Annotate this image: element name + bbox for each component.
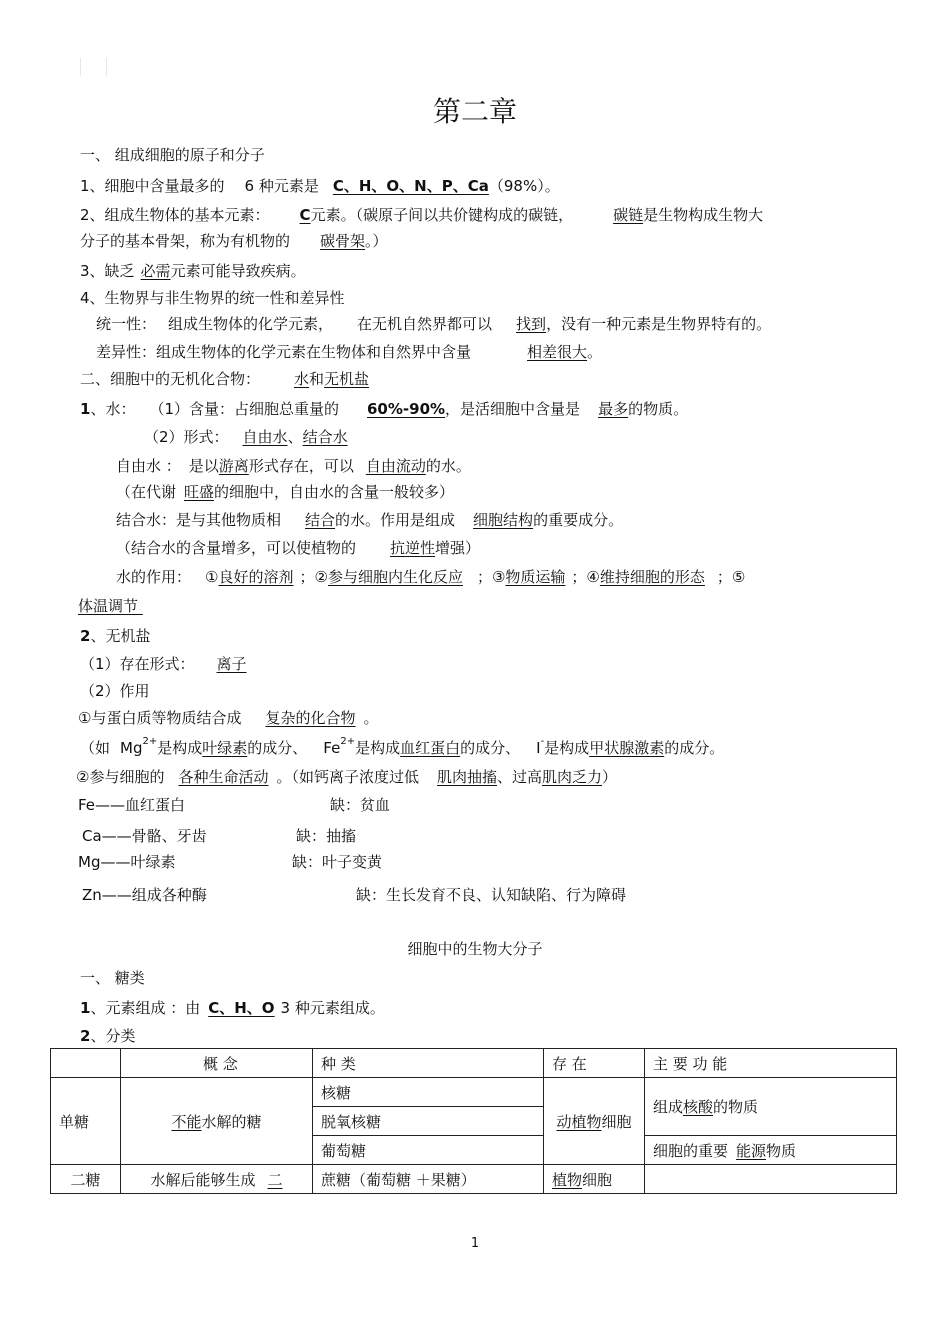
- table-header-row: [51, 1049, 897, 1078]
- sugar-classification-table: [50, 1048, 897, 1194]
- section-heading: 一、 组成细胞的原子和分子: [80, 146, 265, 164]
- table-header-cell: 种 类: [313, 1049, 544, 1078]
- text-line: 1、水： （1）含量：占细胞总重量的 60%-90%，是活细胞中含量是 最多的物质。: [80, 400, 689, 418]
- table-row: [51, 1165, 897, 1194]
- text-line: （2）形式： 自由水、结合水: [144, 428, 348, 446]
- table-header-cell: [51, 1049, 121, 1078]
- table-row: [51, 1078, 897, 1107]
- scan-mark: [106, 58, 107, 76]
- table-cell: 水解后能够生成 二: [121, 1165, 313, 1194]
- section-heading: 二、细胞中的无机化合物： 水和无机盐: [80, 370, 370, 388]
- text-line: 统一性： 组成生物体的化学元素， 在无机自然界都可以 找到，没有一种元素是生物界特有的。: [96, 315, 772, 333]
- text-line: 3、缺乏 必需元素可能导致疾病。: [80, 262, 306, 280]
- ion-deficiency: 缺：贫血: [330, 796, 391, 814]
- table-cell: 单糖: [51, 1078, 121, 1165]
- table-cell: 细胞的重要 能源物质: [645, 1136, 897, 1165]
- table-cell: 植物细胞: [544, 1165, 645, 1194]
- table-header-cell: 主 要 功 能: [645, 1049, 897, 1078]
- table-cell: 脱氧核糖: [313, 1107, 544, 1136]
- text-line: 1、细胞中含量最多的 6 种元素是 C、H、O、N、P、Ca（98%）。: [80, 177, 560, 195]
- chapter-title: 第二章: [432, 95, 517, 128]
- ion-deficiency: 缺：抽搐: [296, 827, 357, 845]
- table-header-cell: 概 念: [121, 1049, 313, 1078]
- ion-entry: Zn——组成各种酶: [82, 886, 207, 904]
- scan-mark: [80, 58, 81, 76]
- ion-deficiency: 缺：叶子变黄: [292, 853, 383, 871]
- table-cell: 葡萄糖: [313, 1136, 544, 1165]
- text-line: （如 $Mg^{2+}$是构成叶绿素的成分、 $Fe^{2+}$是构成血红蛋白的成分、 I-是构成甲状腺激素的成分。: [80, 736, 725, 757]
- text-line: 分子的基本骨架，称为有机物的 碳骨架。）: [80, 232, 388, 250]
- table-cell: 二糖: [51, 1165, 121, 1194]
- text-line: 2、分类: [80, 1027, 136, 1045]
- text-line: 水的作用： ①良好的溶剂 ；②参与细胞内生化反应 ；③物质运输 ；④维持细胞的形态 ；⑤: [116, 568, 746, 586]
- table-header-cell: 存 在: [544, 1049, 645, 1078]
- table-cell: 蔗糖（葡萄糖 ＋果糖）: [313, 1165, 544, 1194]
- text-line: 结合水：是与其他物质相 结合的水。作用是组成 细胞结构的重要成分。: [116, 511, 624, 529]
- text-line: 体温调节: [78, 597, 139, 615]
- section-subtitle: 细胞中的生物大分子: [407, 940, 543, 958]
- text-line: ①与蛋白质等物质结合成 复杂的化合物 。: [78, 709, 379, 727]
- text-line: （2）作用: [80, 682, 150, 700]
- text-line: ②参与细胞的 各种生命活动 。（如钙离子浓度过低 肌肉抽搐、过高肌肉乏力）: [76, 768, 618, 786]
- table-cell: 动植物细胞: [544, 1078, 645, 1165]
- text-line: （结合水的含量增多，可以使植物的 抗逆性增强）: [116, 539, 481, 557]
- ion-deficiency: 缺：生长发育不良、认知缺陷、行为障碍: [356, 886, 627, 904]
- text-line: 2、无机盐: [80, 627, 151, 645]
- page-number: 1: [470, 1236, 480, 1251]
- section-heading: 一、 糖类: [80, 969, 145, 987]
- text-line: 自由水 ： 是以游离形式存在，可以 自由流动的水。: [116, 457, 471, 475]
- table-cell: 组成核酸的物质: [645, 1078, 897, 1136]
- text-line: 1、元素组成 ：由 C、H、O 3 种元素组成。: [80, 999, 385, 1017]
- ion-entry: Fe——血红蛋白: [78, 796, 186, 814]
- table-cell: [645, 1165, 897, 1194]
- text-line: 2、组成生物体的基本元素： C元素。（碳原子间以共价键构成的碳链， 碳链是生物构成生物大: [80, 206, 764, 224]
- table-cell: 不能水解的糖: [121, 1078, 313, 1165]
- ion-entry: Ca——骨骼、牙齿: [82, 827, 207, 845]
- table-cell: 核糖: [313, 1078, 544, 1107]
- text-line: 4、生物界与非生物界的统一性和差异性: [80, 289, 345, 307]
- text-line: （1）存在形式： 离子: [80, 655, 247, 673]
- text-line: （在代谢 旺盛的细胞中，自由水的含量一般较多）: [116, 483, 455, 501]
- text-line: 差异性：组成生物体的化学元素在生物体和自然界中含量 相差很大。: [96, 343, 603, 361]
- ion-entry: Mg——叶绿素: [78, 853, 176, 871]
